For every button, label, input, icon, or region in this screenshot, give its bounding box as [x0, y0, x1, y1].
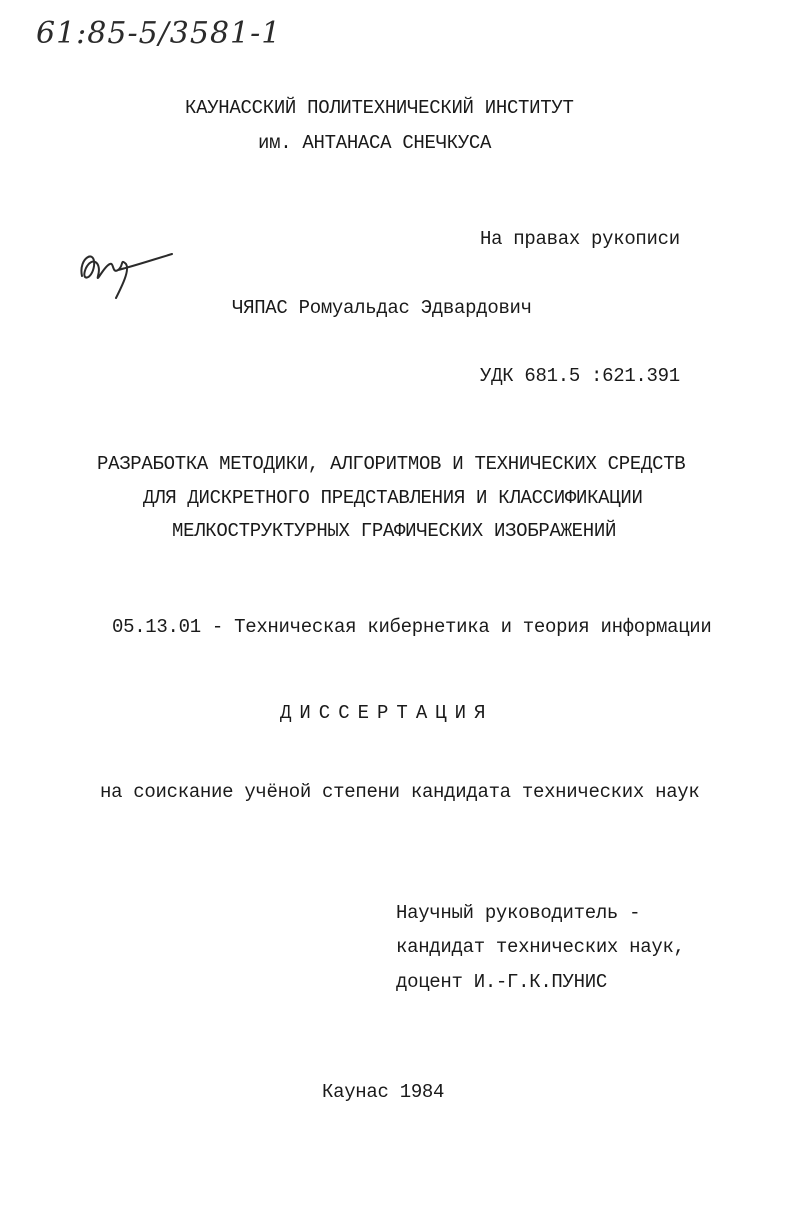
place-year: Каунас 1984 — [322, 1081, 445, 1103]
degree-line: на соискание учёной степени кандидата технических наук — [100, 781, 700, 803]
institution-honorific: им. АНТАНАСА СНЕЧКУСА — [258, 132, 492, 154]
udc-code: УДК 681.5 :621.391 — [480, 365, 680, 387]
supervisor-line-2: кандидат технических наук, — [396, 936, 685, 958]
archive-mark: 61:85-5/3581-1 — [36, 16, 282, 51]
supervisor-line-3: доцент И.-Г.К.ПУНИС — [396, 971, 607, 993]
title-line-3: МЕЛКОСТРУКТУРНЫХ ГРАФИЧЕСКИХ ИЗОБРАЖЕНИЙ — [172, 520, 617, 542]
specialty: 05.13.01 - Техническая кибернетика и теория информации — [112, 616, 712, 638]
title-line-1: РАЗРАБОТКА МЕТОДИКИ, АЛГОРИТМОВ И ТЕХНИЧЕСКИХ СРЕДСТВ — [97, 453, 686, 475]
author-name: ЧЯПАС Ромуальдас Эдвардович — [232, 297, 532, 319]
document-type: ДИССЕРТАЦИЯ — [280, 702, 494, 724]
title-line-2: ДЛЯ ДИСКРЕТНОГО ПРЕДСТАВЛЕНИЯ И КЛАССИФИКАЦИИ — [143, 487, 643, 509]
signature-mark — [68, 236, 180, 306]
supervisor-line-1: Научный руководитель - — [396, 902, 641, 924]
institution-name: КАУНАССКИЙ ПОЛИТЕХНИЧЕСКИЙ ИНСТИТУТ — [185, 97, 574, 119]
manuscript-rights: На правах рукописи — [480, 228, 680, 250]
